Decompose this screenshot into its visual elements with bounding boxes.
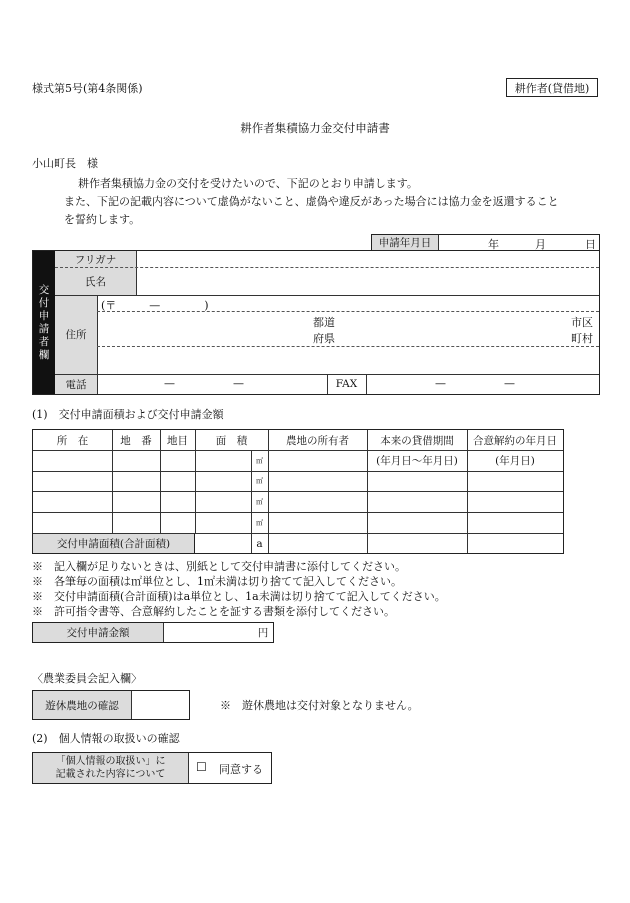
address-detail-field[interactable] [98, 347, 599, 374]
parcel-table [32, 429, 564, 554]
note-1: ※ 記入欄が足りないときは、別紙として交付申請書に添付してください。 [32, 560, 406, 573]
fax-dash-1: — [435, 377, 446, 390]
privacy-row [32, 752, 272, 784]
form-number: 様式第5号(第4条関係) [32, 82, 143, 95]
unit-m2-row3: ㎡ [256, 497, 263, 506]
date-day-label: 日 [585, 238, 596, 251]
section2-heading: (2) 個人情報の取扱いの確認 [32, 732, 180, 745]
header-lot-number: 地 番 [120, 434, 152, 447]
unit-m2-row2: ㎡ [256, 477, 263, 485]
unit-are: a [256, 537, 263, 550]
applicant-type-badge [506, 78, 598, 97]
header-land-category: 地目 [167, 434, 188, 447]
committee-note: ※ 遊休農地は交付対象となりません。 [220, 699, 419, 712]
note-3: ※ 交付申請面積(合計面積)はa単位とし、1a未満は切り捨てて記入してください。 [32, 590, 446, 603]
intro-line-1: 耕作者集積協力金の交付を受けたいので、下記のとおり申請します。 [78, 177, 418, 190]
header-location: 所 在 [56, 434, 89, 447]
prefecture-todo-label: 都道 [313, 316, 335, 329]
side-char-5: 者 [38, 335, 50, 348]
committee-heading: 〈農業委員会記入欄〉 [32, 672, 142, 685]
side-char-2: 付 [38, 296, 50, 309]
header-termination-date: 合意解約の年月日 [473, 434, 557, 447]
name-field[interactable] [137, 268, 599, 295]
phone-label: 電話 [65, 378, 87, 391]
phone-dash-1: — [164, 377, 175, 390]
unit-m2-row1: ㎡ [256, 456, 263, 465]
amount-row [32, 622, 274, 643]
header-owner: 農地の所有者 [286, 434, 349, 447]
application-date-label: 申請年月日 [372, 235, 439, 250]
total-area-label: 交付申請面積(合計面積) [33, 534, 195, 553]
city-shiku-label: 市区 [571, 316, 593, 329]
postal-code-field[interactable]: (〒 — ) [101, 299, 209, 312]
privacy-label-line1: 「個人情報の取扱い」に [55, 756, 166, 767]
fax-dash-2: — [504, 377, 515, 390]
privacy-label [33, 753, 189, 783]
amount-field[interactable] [165, 623, 257, 642]
addressee: 小山町長 様 [32, 157, 98, 170]
application-date-row [371, 234, 600, 251]
address-label: 住所 [65, 329, 87, 341]
fax-label: FAX [335, 378, 358, 390]
agree-label: 同意する [219, 763, 263, 776]
name-label: 氏名 [85, 275, 106, 288]
furigana-field[interactable] [137, 252, 599, 267]
header-lease-period: 本来の貸借期間 [380, 434, 454, 447]
city-choson-label: 町村 [571, 332, 593, 345]
badge-text: 耕作者(貸借地) [514, 81, 590, 95]
note-4: ※ 許可指令書等、合意解約したことを証する書類を添付してください。 [32, 605, 395, 618]
page-title: 耕作者集積協力金交付申請書 [240, 121, 390, 135]
intro-line-3: を誓約します。 [64, 213, 141, 226]
side-char-6: 欄 [38, 348, 50, 361]
termination-date-format: (年月日) [495, 455, 535, 467]
furigana-label: フリガナ [74, 253, 117, 266]
applicant-table [32, 250, 600, 395]
amount-label: 交付申請金額 [33, 623, 164, 642]
privacy-label-line2: 記載された内容について [55, 769, 166, 780]
unit-yen: 円 [257, 627, 269, 639]
applicant-side-label [33, 251, 55, 394]
date-month-label: 月 [535, 238, 546, 251]
side-char-3: 申 [38, 309, 50, 322]
lease-period-format: (年月日〜年月日) [376, 455, 458, 467]
side-char-4: 請 [38, 322, 50, 335]
unit-m2-row4: ㎡ [256, 518, 263, 527]
date-year-label: 年 [488, 238, 499, 251]
idle-land-check-field[interactable] [133, 691, 189, 719]
intro-line-2: また、下記の記載内容について虚偽がないこと、虚偽や違反があった場合には協力金を返還すること [64, 195, 559, 208]
side-char-1: 交 [38, 283, 50, 296]
section1-heading: (1) 交付申請面積および交付申請金額 [32, 408, 224, 421]
phone-dash-2: — [233, 377, 244, 390]
committee-row [32, 690, 190, 720]
idle-land-check-label: 遊休農地の確認 [33, 691, 132, 719]
agree-checkbox[interactable]: ☐ [196, 760, 207, 774]
header-area: 面 積 [215, 434, 248, 447]
prefecture-fuken-label: 府県 [313, 332, 335, 345]
note-2: ※ 各筆毎の面積は㎡単位とし、1㎡未満は切り捨てて記入してください。 [32, 575, 402, 588]
